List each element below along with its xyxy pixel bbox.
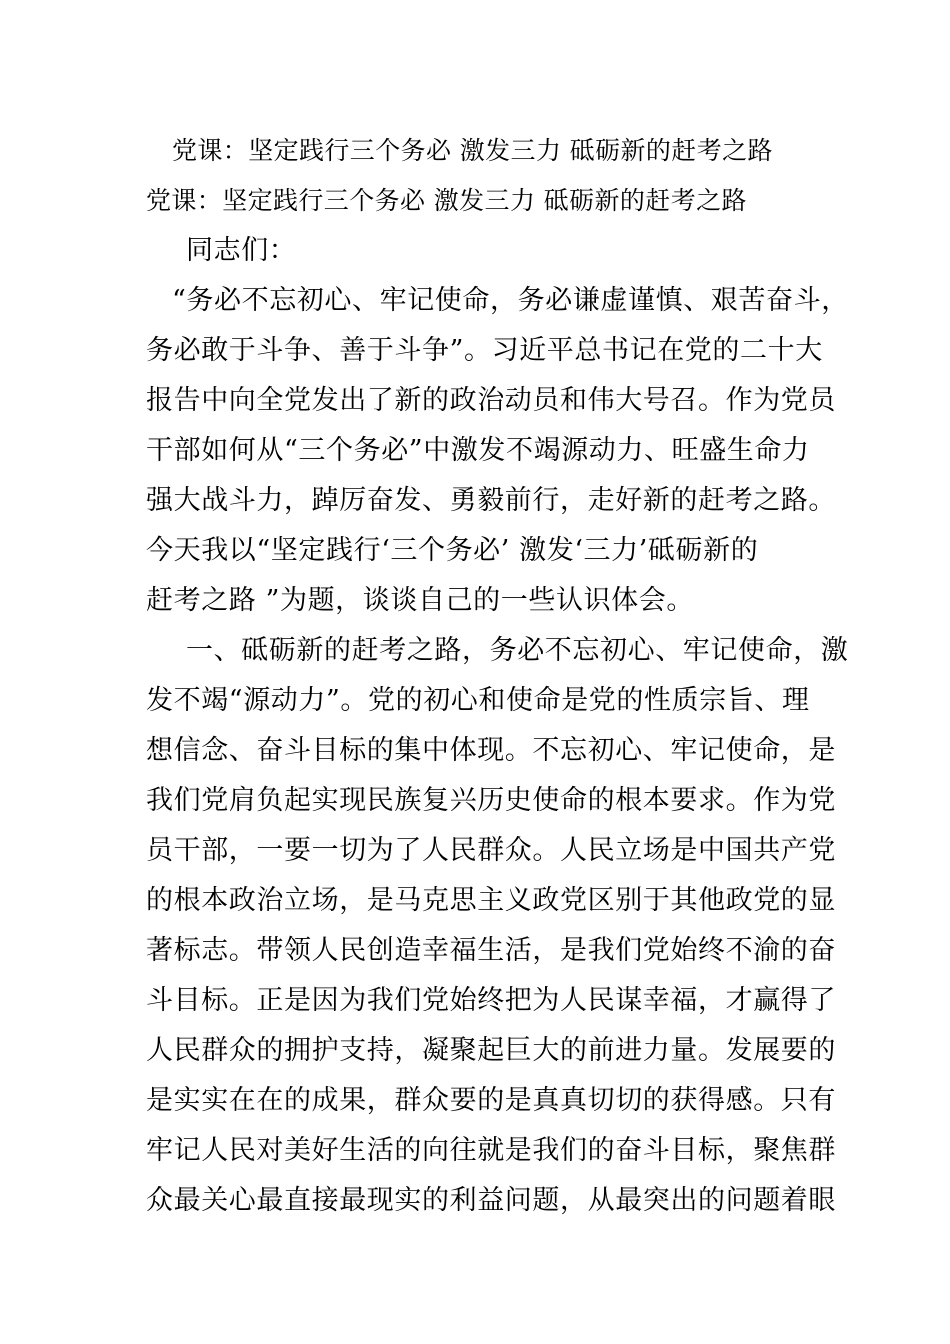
paragraph-line: 员干部，一要一切为了人民群众。人民立场是中国共产党 (146, 835, 836, 866)
paragraph-line: 强大战斗力，踔厉奋发、勇毅前行，走好新的赶考之路。 (146, 485, 836, 516)
paragraph-line: “务必不忘初心、牢记使命，务必谦虚谨慎、艰苦奋斗， (172, 285, 849, 316)
paragraph-line: 报告中向全党发出了新的政治动员和伟大号召。作为党员 (146, 385, 836, 416)
document-title: 党课：坚定践行三个务必 激发三力 砥砺新的赶考之路 (146, 186, 747, 215)
paragraph-line: 众最关心最直接最现实的利益问题，从最突出的问题着眼 (146, 1185, 836, 1216)
paragraph-line: 务必敢于斗争、善于斗争”。习近平总书记在党的二十大 (146, 335, 823, 366)
paragraph-line: 想信念、奋斗目标的集中体现。不忘初心、牢记使命，是 (146, 735, 836, 766)
paragraph-line: 是实实在在的成果，群众要的是真真切切的获得感。只有 (146, 1085, 836, 1116)
paragraph-line: 我们党肩负起实现民族复兴历史使命的根本要求。作为党 (146, 785, 836, 816)
document-title-header: 党课：坚定践行三个务必 激发三力 砥砺新的赶考之路 (172, 136, 773, 165)
paragraph-line: 一、砥砺新的赶考之路，务必不忘初心、牢记使命，激 (186, 635, 849, 666)
paragraph-line: 发不竭“源动力”。党的初心和使命是党的性质宗旨、理 (146, 685, 810, 716)
paragraph-line: 干部如何从“三个务必”中激发不竭源动力、旺盛生命力 (146, 435, 810, 466)
paragraph-line: 斗目标。正是因为我们党始终把为人民谋幸福，才赢得了 (146, 985, 836, 1016)
salutation: 同志们： (186, 235, 297, 266)
paragraph-line: 的根本政治立场，是马克思主义政党区别于其他政党的显 (146, 885, 836, 916)
paragraph-line: 牢记人民对美好生活的向往就是我们的奋斗目标，聚焦群 (146, 1135, 836, 1166)
paragraph-line: 人民群众的拥护支持，凝聚起巨大的前进力量。发展要的 (146, 1035, 836, 1066)
paragraph-line: 著标志。带领人民创造幸福生活，是我们党始终不渝的奋 (146, 935, 836, 966)
paragraph-line: 赶考之路 ”为题，谈谈自己的一些认识体会。 (146, 585, 694, 616)
paragraph-line: 今天我以“坚定践行‘三个务必’ 激发‘三力’砥砺新的 (146, 535, 759, 566)
